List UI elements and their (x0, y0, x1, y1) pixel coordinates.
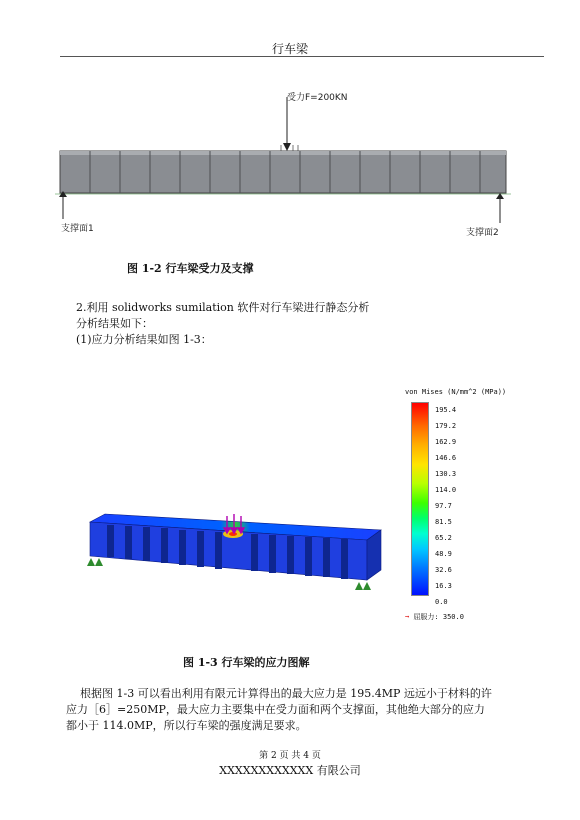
legend-tick: 195.4 (435, 406, 457, 414)
header-rule (60, 56, 544, 57)
intro-line-3: (1)应力分析结果如图 1-3： (76, 333, 212, 346)
beam-load-diagram (55, 85, 515, 245)
body-line-2: 应力［6］=250MP，最大应力主要集中在受力面和两个支撑面，其他绝大部分的应力 (66, 703, 485, 716)
legend-tick: 32.6 (435, 566, 452, 574)
intro-line-1: 2.利用 solidworks sumilation 软件对行车梁进行静态分析 (76, 301, 370, 314)
legend-tick: 16.3 (435, 582, 452, 590)
legend-colorbar (411, 402, 429, 596)
arrow-right-icon: ➞ (405, 613, 410, 621)
legend-title: von Mises (N/mm^2 (MPa)) (405, 388, 507, 396)
legend-tick: 65.2 (435, 534, 452, 542)
body-line-3: 都小于 114.0MP，所以行车梁的强度满足要求。 (66, 719, 307, 732)
yield-label: 屈服力: 350.0 (413, 613, 464, 621)
figure-1-2-caption: 图 1-2 行车梁受力及支撑 (127, 262, 254, 275)
force-label: 受力F=200KN (287, 93, 348, 103)
legend-tick: 81.5 (435, 518, 452, 526)
stress-plot (85, 500, 385, 600)
figure-beam-load (55, 85, 515, 245)
figure-1-3-caption: 图 1-3 行车梁的应力图解 (183, 656, 310, 669)
legend-tick: 179.2 (435, 422, 457, 430)
legend-tick: 162.9 (435, 438, 457, 446)
legend-tick: 130.3 (435, 470, 457, 478)
legend-tick: 114.0 (435, 486, 457, 494)
yield-strength (405, 612, 464, 622)
legend-tick: 146.6 (435, 454, 457, 462)
stress-legend (405, 388, 525, 628)
conclusion-paragraph (66, 686, 518, 734)
support-right-label: 支撑面2 (466, 228, 499, 238)
legend-tick: 0.0 (435, 598, 448, 606)
stress-beam-render (85, 500, 385, 600)
support-left-label: 支撑面1 (61, 224, 94, 234)
intro-line-2: 分析结果如下： (76, 317, 153, 330)
body-line-1: 根据图 1-3 可以看出利用有限元计算得出的最大应力是 195.4MP 远远小于材料的许 (80, 687, 492, 700)
page-number: 第 2 页 共 4 页 (259, 751, 321, 761)
legend-tick: 97.7 (435, 502, 452, 510)
legend-tick: 48.9 (435, 550, 452, 558)
header-title: 行车梁 (271, 42, 308, 56)
company-name: XXXXXXXXXXXX 有限公司 (219, 764, 361, 777)
